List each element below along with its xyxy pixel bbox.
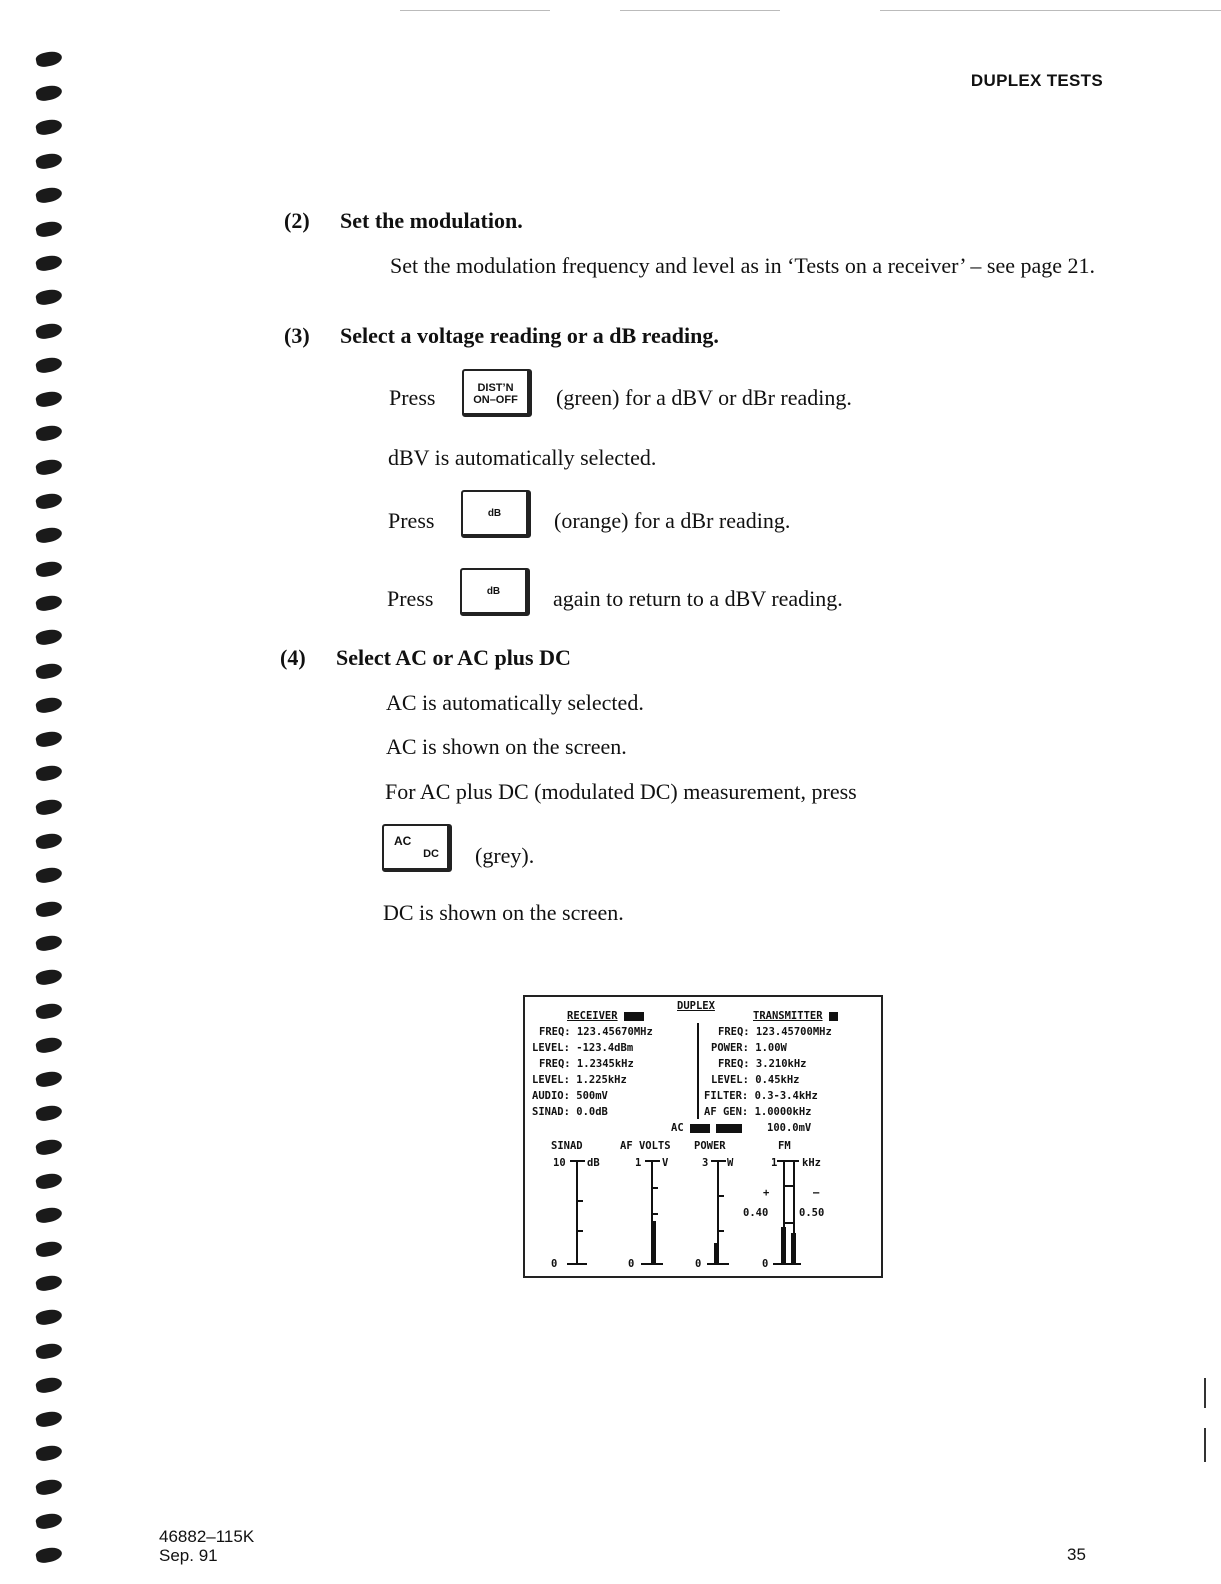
meter-fm-base — [773, 1263, 801, 1265]
meter-fm-cap — [777, 1160, 799, 1162]
af-gen-level: 100.0mV — [767, 1122, 812, 1134]
binding-hole — [35, 219, 63, 238]
scan-mark — [1204, 1378, 1206, 1408]
dist-on-off-key[interactable] — [462, 369, 532, 417]
step-number: (4) — [280, 645, 306, 670]
scan-edge-line — [880, 10, 1221, 11]
binding-hole — [35, 627, 63, 646]
binding-hole — [35, 1273, 63, 1292]
meter-fm-label: FM — [778, 1140, 791, 1152]
tx-power: POWER: 1.00W — [711, 1042, 787, 1054]
press-again-text: again to return to a dBV reading. — [553, 586, 843, 611]
meter-sinad-max: 10 — [553, 1157, 566, 1169]
binding-hole — [35, 1307, 63, 1326]
meter-power-base — [707, 1263, 729, 1265]
meter-tick — [653, 1213, 658, 1215]
binding-hole — [35, 525, 63, 544]
binding-hole — [35, 1205, 63, 1224]
fm-minus-deviation: 0.50 — [799, 1207, 825, 1219]
grey-text: (grey). — [475, 843, 535, 868]
fm-plus-sign: + — [763, 1187, 770, 1199]
binding-hole — [35, 1341, 63, 1360]
rx-sinad: SINAD: 0.0dB — [532, 1106, 608, 1118]
footer-doc-info — [159, 1527, 254, 1565]
binding-hole — [35, 1511, 63, 1530]
binding-hole — [35, 899, 63, 918]
tx-freq: FREQ: 123.45700MHz — [718, 1026, 832, 1038]
fm-plus-deviation: 0.40 — [743, 1207, 769, 1219]
tx-filter: FILTER: 0.3-3.4kHz — [704, 1090, 818, 1102]
meter-power-max: 3 — [702, 1157, 709, 1169]
meter-fm-negative-level — [791, 1233, 796, 1265]
page-number: 35 — [1067, 1545, 1086, 1564]
ac-shown-text: AC is shown on the screen. — [386, 734, 627, 759]
binding-hole — [35, 457, 63, 476]
key-label-ac: AC — [394, 834, 412, 848]
binding-hole — [35, 1137, 63, 1156]
meter-sinad-min: 0 — [551, 1258, 558, 1270]
ac-indicator: AC — [671, 1122, 742, 1134]
meter-af-volts-label: AF VOLTS — [620, 1140, 671, 1152]
meter-sinad-label: SINAD — [551, 1140, 583, 1152]
key-label-line-1: DIST’N — [477, 382, 514, 394]
step-title: Select AC or AC plus DC — [336, 645, 571, 670]
meter-af-volts-base — [641, 1263, 663, 1265]
key-label-line-2: ON–OFF — [473, 394, 518, 406]
binding-hole — [35, 49, 63, 68]
meter-tick — [578, 1230, 583, 1232]
section-header: DUPLEX TESTS — [970, 71, 1103, 90]
binding-hole — [35, 1035, 63, 1054]
ac-dc-instruction: For AC plus DC (modulated DC) measurement, press — [385, 779, 857, 804]
binding-hole — [35, 151, 63, 170]
binding-hole — [35, 797, 63, 816]
binding-hole — [35, 491, 63, 510]
meter-sinad-base — [567, 1263, 587, 1265]
meter-tick — [578, 1200, 583, 1202]
binding-hole — [35, 763, 63, 782]
db-key[interactable] — [461, 490, 531, 538]
step-number: (3) — [284, 323, 310, 348]
press-orange-text: (orange) for a dBr reading. — [554, 508, 791, 533]
scan-edge-line — [400, 10, 550, 11]
binding-hole — [35, 185, 63, 204]
binding-hole — [35, 1545, 63, 1564]
binding-hole — [35, 287, 63, 306]
rx-freq: FREQ: 123.45670MHz — [539, 1026, 653, 1038]
scan-mark — [1204, 1428, 1206, 1462]
meter-power-level — [714, 1243, 719, 1265]
step-number: (2) — [284, 208, 310, 233]
scan-edge-line — [620, 10, 780, 11]
tx-af-freq: FREQ: 3.210kHz — [718, 1058, 807, 1070]
press-word: Press — [387, 586, 434, 611]
binding-hole — [35, 865, 63, 884]
meter-fm-min: 0 — [762, 1258, 769, 1270]
tx-af-level: LEVEL: 0.45kHz — [711, 1074, 800, 1086]
step-title: Select a voltage reading or a dB reading. — [340, 323, 719, 348]
receiver-heading: RECEIVER — [567, 1010, 644, 1022]
binding-hole — [35, 831, 63, 850]
dbv-auto-text: dBV is automatically selected. — [388, 445, 657, 470]
meter-fm-positive-level — [781, 1227, 786, 1265]
meter-power-min: 0 — [695, 1258, 702, 1270]
step-title: Set the modulation. — [340, 208, 523, 233]
binding-holes — [0, 0, 78, 1584]
rx-level: LEVEL: -123.4dBm — [532, 1042, 634, 1054]
step-4-heading — [280, 645, 1080, 675]
key-label: dB — [486, 586, 501, 597]
step-2-heading — [284, 208, 1084, 238]
step-3-heading — [284, 323, 1084, 353]
meter-af-volts-min: 0 — [628, 1258, 635, 1270]
binding-hole — [35, 355, 63, 374]
binding-hole — [35, 253, 63, 272]
column-divider — [697, 1023, 699, 1119]
meter-power-unit: W — [727, 1157, 734, 1169]
transmitter-heading: TRANSMITTER — [753, 1010, 838, 1022]
press-word: Press — [388, 508, 435, 533]
doc-date: Sep. 91 — [159, 1546, 218, 1565]
binding-hole — [35, 321, 63, 340]
meter-tick — [653, 1187, 658, 1189]
binding-hole — [35, 1239, 63, 1258]
binding-hole — [35, 1103, 63, 1122]
binding-hole — [35, 423, 63, 442]
binding-hole — [35, 1443, 63, 1462]
binding-hole — [35, 83, 63, 102]
ac-auto-text: AC is automatically selected. — [386, 690, 644, 715]
binding-hole — [35, 593, 63, 612]
meter-af-volts-level — [651, 1221, 656, 1265]
binding-hole — [35, 1409, 63, 1428]
binding-hole — [35, 559, 63, 578]
binding-hole — [35, 1069, 63, 1088]
meter-tick — [719, 1195, 724, 1197]
meter-af-volts-max: 1 — [635, 1157, 642, 1169]
rx-af-level: LEVEL: 1.225kHz — [532, 1074, 627, 1086]
key-label-dc: DC — [423, 848, 439, 860]
tx-af-gen: AF GEN: 1.0000kHz — [704, 1106, 812, 1118]
press-green-text: (green) for a dBV or dBr reading. — [556, 385, 852, 410]
meter-power-label: POWER — [694, 1140, 726, 1152]
step-2-text: Set the modulation frequency and level as in ‘Tests on a receiver’ – see page 21. — [390, 253, 1096, 278]
binding-hole — [35, 117, 63, 136]
doc-number: 46882–115K — [159, 1527, 255, 1546]
meter-af-volts-unit: V — [662, 1157, 669, 1169]
key-label: dB — [487, 508, 502, 519]
binding-hole — [35, 729, 63, 748]
meter-fm-unit: kHz — [802, 1157, 821, 1169]
binding-hole — [35, 1001, 63, 1020]
meter-sinad-scale — [576, 1160, 578, 1265]
meter-tick — [783, 1185, 795, 1187]
duplex-screen-display — [523, 995, 883, 1278]
binding-hole — [35, 967, 63, 986]
binding-hole — [35, 661, 63, 680]
rx-audio: AUDIO: 500mV — [532, 1090, 608, 1102]
binding-hole — [35, 933, 63, 952]
dc-shown-text: DC is shown on the screen. — [383, 900, 624, 925]
press-word: Press — [389, 385, 436, 410]
binding-hole — [35, 1375, 63, 1394]
binding-hole — [35, 1477, 63, 1496]
binding-hole — [35, 1171, 63, 1190]
meter-fm-max: 1 — [771, 1157, 778, 1169]
screen-title: DUPLEX — [677, 1000, 715, 1012]
meter-tick — [783, 1222, 795, 1224]
binding-hole — [35, 389, 63, 408]
ac-dc-key[interactable] — [382, 824, 452, 872]
meter-sinad-unit: dB — [587, 1157, 600, 1169]
meter-tick — [719, 1230, 724, 1232]
rx-af-freq: FREQ: 1.2345kHz — [539, 1058, 634, 1070]
fm-minus-sign: – — [813, 1187, 820, 1199]
binding-hole — [35, 695, 63, 714]
db-key[interactable] — [460, 568, 530, 616]
